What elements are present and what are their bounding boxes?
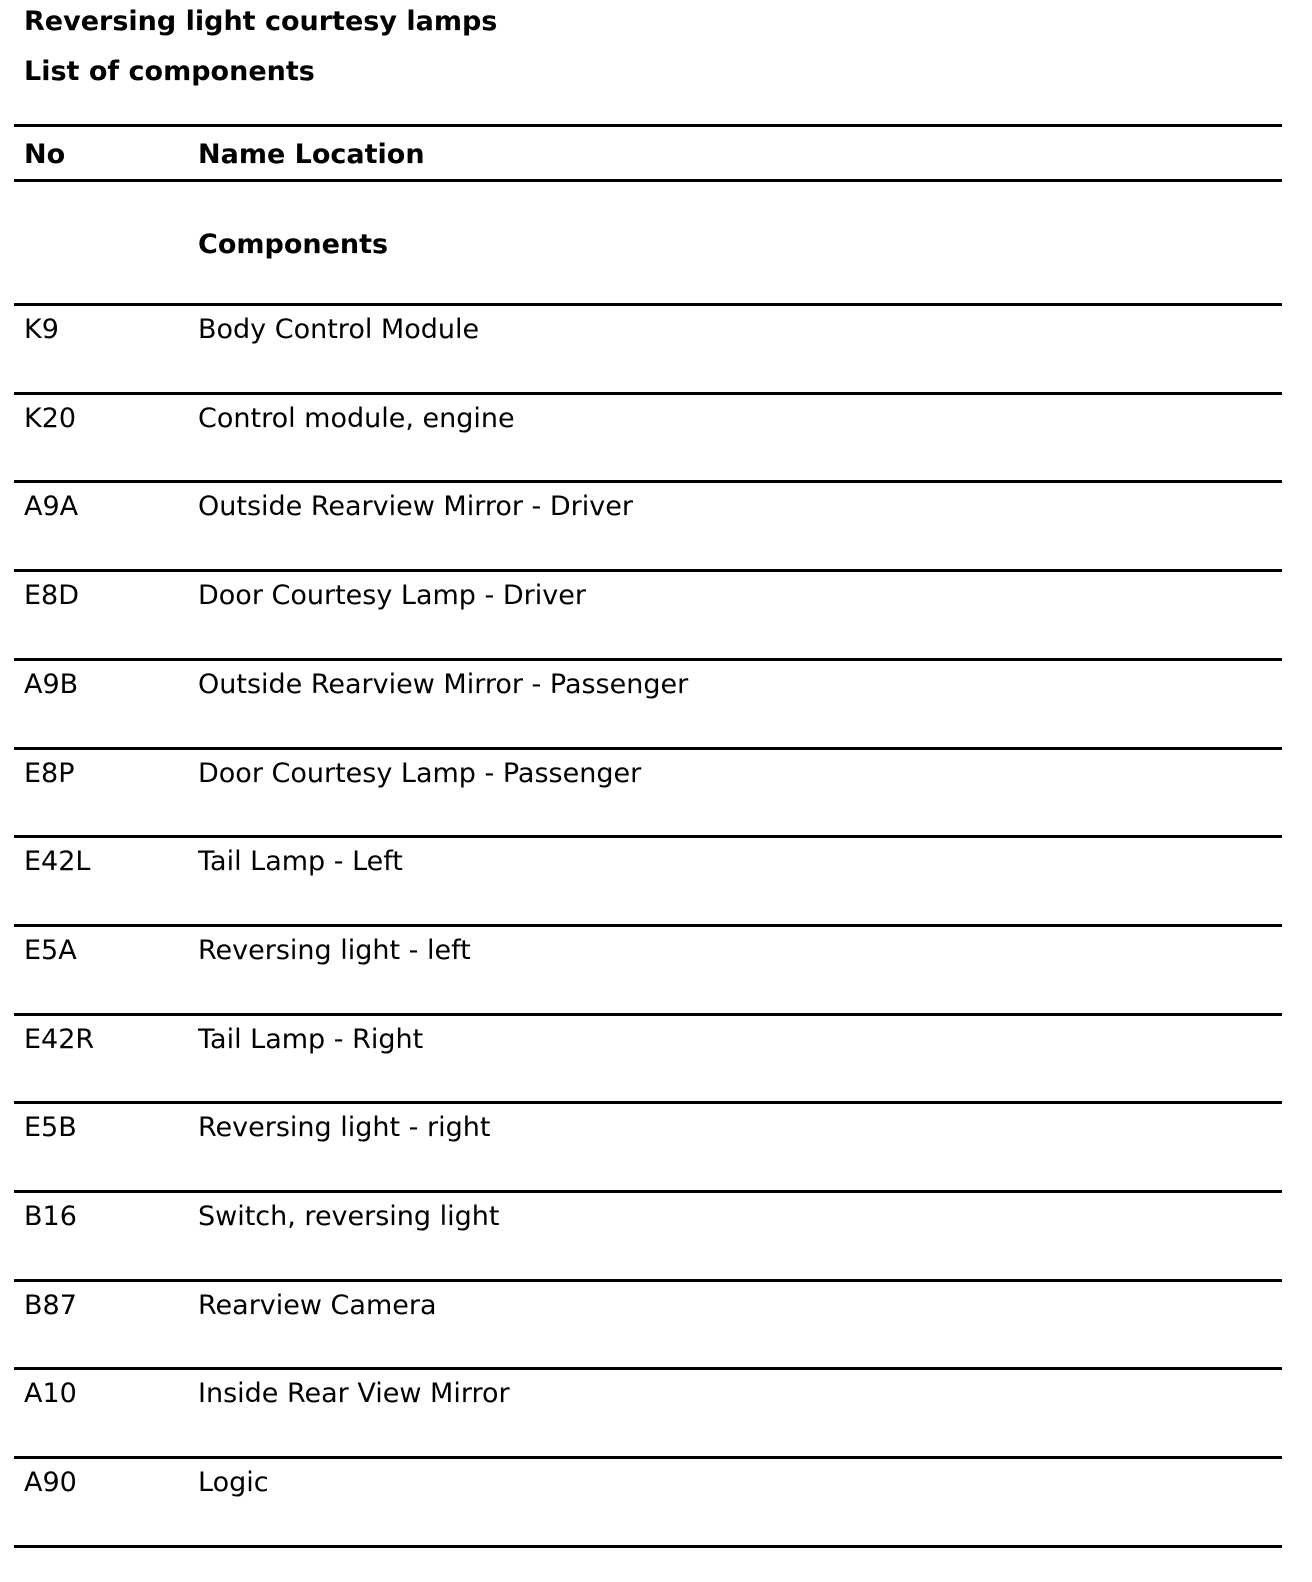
row-number: B16 bbox=[24, 1201, 77, 1232]
row-divider bbox=[14, 480, 1282, 483]
row-name: Outside Rearview Mirror - Passenger bbox=[198, 668, 689, 700]
row-number: K9 bbox=[24, 314, 59, 345]
document-title: Reversing light courtesy lamps bbox=[24, 6, 498, 37]
list-title: List of components bbox=[24, 56, 315, 87]
row-name: Inside Rear View Mirror bbox=[198, 1378, 510, 1410]
row-divider bbox=[14, 924, 1282, 927]
row-number: E42R bbox=[24, 1023, 95, 1055]
row-name: Rearview Camera bbox=[198, 1289, 437, 1321]
row-name: Logic bbox=[198, 1467, 269, 1499]
row-number: E42L bbox=[24, 846, 91, 878]
row-name: Door Courtesy Lamp - Driver bbox=[198, 580, 586, 612]
row-divider bbox=[14, 1013, 1282, 1016]
row-name: Control module, engine bbox=[198, 402, 515, 434]
row-number: E8D bbox=[24, 580, 80, 612]
row-number: B87 bbox=[24, 1289, 77, 1321]
row-name: Tail Lamp - Right bbox=[198, 1023, 424, 1055]
header-no: No bbox=[24, 139, 66, 170]
row-divider bbox=[14, 658, 1282, 661]
row-number: A9B bbox=[24, 668, 79, 700]
row-number: E8P bbox=[24, 757, 75, 789]
row-divider bbox=[14, 1279, 1282, 1282]
row-name: Reversing light - right bbox=[198, 1112, 491, 1144]
row-divider bbox=[14, 1456, 1282, 1459]
row-divider bbox=[14, 1367, 1282, 1370]
row-number: K20 bbox=[24, 402, 77, 434]
row-number: A10 bbox=[24, 1378, 77, 1410]
row-name: Outside Rearview Mirror - Driver bbox=[198, 491, 633, 523]
row-name: Door Courtesy Lamp - Passenger bbox=[198, 757, 642, 789]
row-divider bbox=[14, 1190, 1282, 1193]
row-number: A90 bbox=[24, 1467, 77, 1499]
section-label-components: Components bbox=[198, 229, 389, 260]
row-divider bbox=[14, 1545, 1282, 1548]
row-name: Body Control Module bbox=[198, 314, 480, 345]
row-divider bbox=[14, 392, 1282, 395]
row-name: Reversing light - left bbox=[198, 934, 471, 966]
section-bottom-rule bbox=[14, 303, 1282, 306]
row-divider bbox=[14, 1101, 1282, 1104]
row-number: E5A bbox=[24, 934, 77, 966]
row-divider bbox=[14, 835, 1282, 838]
row-number: E5B bbox=[24, 1112, 77, 1144]
header-bottom-rule bbox=[14, 179, 1282, 182]
row-divider bbox=[14, 747, 1282, 750]
header-name-location: Name Location bbox=[198, 139, 425, 170]
row-number: A9A bbox=[24, 491, 79, 523]
row-name: Tail Lamp - Left bbox=[198, 846, 403, 878]
row-divider bbox=[14, 569, 1282, 572]
row-name: Switch, reversing light bbox=[198, 1201, 500, 1232]
table-top-rule bbox=[14, 124, 1282, 127]
